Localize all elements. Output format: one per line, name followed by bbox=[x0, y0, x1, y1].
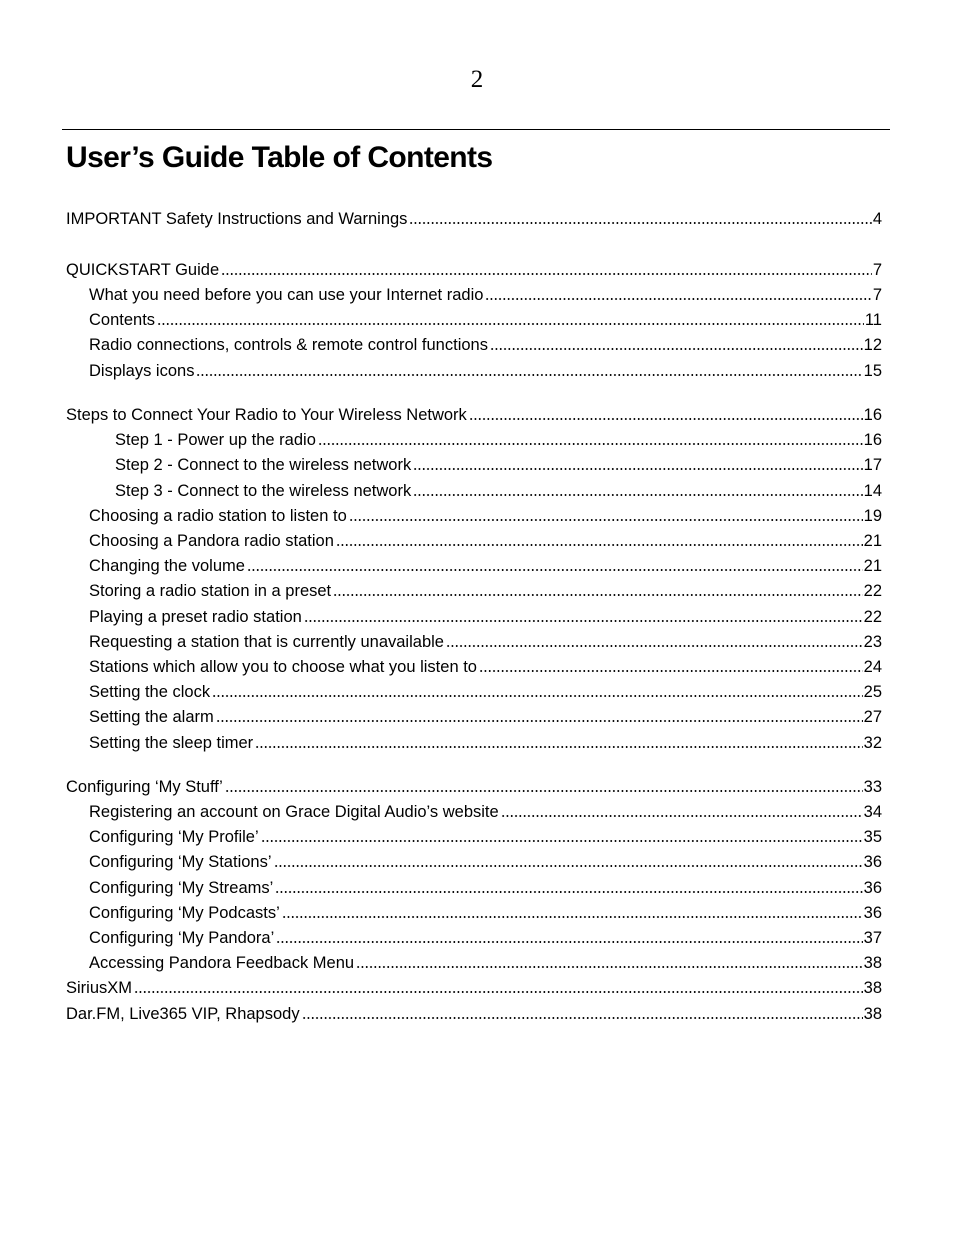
toc-entry-page: 14 bbox=[863, 482, 882, 500]
toc-entry-page: 35 bbox=[863, 828, 882, 846]
toc-entry-page: 11 bbox=[864, 311, 882, 329]
dot-leader bbox=[446, 644, 863, 648]
dot-leader bbox=[485, 297, 871, 301]
toc-entry-label: Configuring ‘My Streams’ bbox=[89, 879, 274, 897]
toc-entry-page: 7 bbox=[872, 261, 882, 279]
toc-entry-label: Setting the clock bbox=[89, 683, 211, 701]
dot-leader bbox=[490, 347, 863, 351]
toc-entry-label: SiriusXM bbox=[66, 979, 133, 997]
toc-entry-label: Configuring ‘My Stations’ bbox=[89, 853, 272, 871]
dot-leader bbox=[304, 619, 863, 623]
toc-entry[interactable] bbox=[89, 731, 882, 753]
toc-entry[interactable] bbox=[89, 605, 882, 627]
toc-entry-page: 33 bbox=[863, 778, 882, 796]
toc-entry-page: 16 bbox=[863, 431, 882, 449]
dot-leader bbox=[276, 940, 862, 944]
toc-entry-page: 25 bbox=[863, 683, 882, 701]
toc-entry-page: 4 bbox=[872, 210, 882, 228]
toc-entry-page: 24 bbox=[863, 658, 882, 676]
toc-entry-page: 15 bbox=[863, 362, 882, 380]
dot-leader bbox=[196, 373, 862, 377]
dot-leader bbox=[216, 719, 863, 723]
dot-leader bbox=[349, 518, 863, 522]
toc-entry-page: 36 bbox=[863, 853, 882, 871]
toc-entry[interactable] bbox=[89, 926, 882, 948]
dot-leader bbox=[134, 990, 863, 994]
toc-entry-page: 38 bbox=[863, 1005, 882, 1023]
toc-entry[interactable] bbox=[89, 504, 882, 526]
dot-leader bbox=[413, 467, 862, 471]
toc-entry-label: Step 1 - Power up the radio bbox=[115, 431, 316, 449]
dot-leader bbox=[274, 864, 863, 868]
toc-entry-label: Displays icons bbox=[89, 362, 195, 380]
toc-entry[interactable] bbox=[66, 258, 882, 280]
toc-entry[interactable] bbox=[89, 800, 882, 822]
toc-entry-label: Steps to Connect Your Radio to Your Wireless Network bbox=[66, 406, 467, 424]
toc-entry-label: Stations which allow you to choose what you listen to bbox=[89, 658, 477, 676]
toc-entry-page: 21 bbox=[863, 532, 882, 550]
toc-entry-label: Requesting a station that is currently unavailable bbox=[89, 633, 444, 651]
toc-entry[interactable] bbox=[115, 479, 882, 501]
toc-entry-page: 19 bbox=[863, 507, 882, 525]
toc-entry[interactable] bbox=[89, 308, 882, 330]
toc-entry-label: Accessing Pandora Feedback Menu bbox=[89, 954, 355, 972]
dot-leader bbox=[212, 694, 863, 698]
toc-entry[interactable] bbox=[66, 976, 882, 998]
toc-entry-page: 38 bbox=[863, 954, 882, 972]
toc-entry[interactable] bbox=[66, 775, 882, 797]
toc-entry-page: 32 bbox=[863, 734, 882, 752]
toc-entry-page: 37 bbox=[863, 929, 882, 947]
toc-entry-page: 12 bbox=[863, 336, 882, 354]
toc-entry[interactable] bbox=[89, 901, 882, 923]
toc-entry-label: Configuring ‘My Podcasts’ bbox=[89, 904, 280, 922]
toc-entry[interactable] bbox=[89, 630, 882, 652]
toc-entry-page: 36 bbox=[863, 904, 882, 922]
toc-entry[interactable] bbox=[89, 579, 882, 601]
toc-entry-label: Configuring ‘My Profile’ bbox=[89, 828, 259, 846]
dot-leader bbox=[501, 814, 863, 818]
dot-leader bbox=[336, 543, 863, 547]
toc-entry[interactable] bbox=[115, 453, 882, 475]
dot-leader bbox=[255, 745, 862, 749]
dot-leader bbox=[157, 322, 864, 326]
dot-leader bbox=[282, 915, 863, 919]
dot-leader bbox=[261, 839, 863, 843]
toc-entry-page: 38 bbox=[863, 979, 882, 997]
toc-entry-label: Configuring ‘My Pandora’ bbox=[89, 929, 275, 947]
toc-entry[interactable] bbox=[89, 655, 882, 677]
dot-leader bbox=[318, 442, 863, 446]
toc-entry[interactable] bbox=[89, 680, 882, 702]
toc-entry-page: 16 bbox=[863, 406, 882, 424]
toc-entry-label: Choosing a Pandora radio station bbox=[89, 532, 334, 550]
toc-entry-page: 34 bbox=[863, 803, 882, 821]
dot-leader bbox=[225, 789, 863, 793]
toc-entry-page: 21 bbox=[863, 557, 882, 575]
toc-entry-label: Setting the alarm bbox=[89, 708, 214, 726]
toc-entry-page: 17 bbox=[863, 456, 882, 474]
toc-entry-label: Step 2 - Connect to the wireless network bbox=[115, 456, 412, 474]
toc-entry-label: QUICKSTART Guide bbox=[66, 261, 220, 279]
toc-entry[interactable] bbox=[66, 403, 882, 425]
toc-entry-label: Configuring ‘My Stuff’ bbox=[66, 778, 223, 796]
toc-entry[interactable] bbox=[89, 554, 882, 576]
dot-leader bbox=[247, 568, 863, 572]
toc-entry-label: Radio connections, controls & remote control functions bbox=[89, 336, 488, 354]
toc-entry[interactable] bbox=[89, 333, 882, 355]
toc-entry-label: Changing the volume bbox=[89, 557, 245, 575]
toc-entry-page: 7 bbox=[872, 286, 882, 304]
toc-entry-label: Storing a radio station in a preset bbox=[89, 582, 332, 600]
dot-leader bbox=[333, 593, 862, 597]
toc-entry-label: Playing a preset radio station bbox=[89, 608, 302, 626]
page-number: 2 bbox=[470, 66, 484, 93]
toc-entry[interactable] bbox=[89, 876, 882, 898]
toc-entry[interactable] bbox=[89, 850, 882, 872]
toc-entry-page: 22 bbox=[863, 608, 882, 626]
dot-leader bbox=[413, 493, 862, 497]
dot-leader bbox=[275, 890, 862, 894]
toc-entry[interactable] bbox=[66, 1002, 882, 1024]
page-title: User’s Guide Table of Contents bbox=[66, 141, 493, 174]
toc-entry-page: 36 bbox=[863, 879, 882, 897]
toc-entry[interactable] bbox=[115, 428, 882, 450]
dot-leader bbox=[302, 1016, 863, 1020]
toc-entry[interactable] bbox=[89, 951, 882, 973]
dot-leader bbox=[479, 669, 863, 673]
toc-entry-label: Setting the sleep timer bbox=[89, 734, 254, 752]
toc-entry-label: IMPORTANT Safety Instructions and Warnings bbox=[66, 210, 408, 228]
dot-leader bbox=[469, 417, 863, 421]
dot-leader bbox=[409, 221, 871, 225]
toc-entry-label: What you need before you can use your Internet radio bbox=[89, 286, 484, 304]
toc-entry[interactable] bbox=[89, 529, 882, 551]
toc-entry[interactable] bbox=[89, 283, 882, 305]
toc-entry-page: 27 bbox=[863, 708, 882, 726]
toc-entry[interactable] bbox=[89, 705, 882, 727]
toc-entry-label: Choosing a radio station to listen to bbox=[89, 507, 347, 525]
toc-entry[interactable] bbox=[89, 825, 882, 847]
toc-entry-label: Step 3 - Connect to the wireless network bbox=[115, 482, 412, 500]
toc-entry-label: Contents bbox=[89, 311, 156, 329]
toc-entry-page: 23 bbox=[863, 633, 882, 651]
toc-entry-label: Registering an account on Grace Digital Audio’s website bbox=[89, 803, 499, 821]
toc-entry-page: 22 bbox=[863, 582, 882, 600]
toc-entry-label: Dar.FM, Live365 VIP, Rhapsody bbox=[66, 1005, 300, 1023]
dot-leader bbox=[356, 965, 863, 969]
toc-entry[interactable] bbox=[89, 359, 882, 381]
dot-leader bbox=[221, 272, 872, 276]
toc-entry[interactable] bbox=[66, 207, 882, 229]
